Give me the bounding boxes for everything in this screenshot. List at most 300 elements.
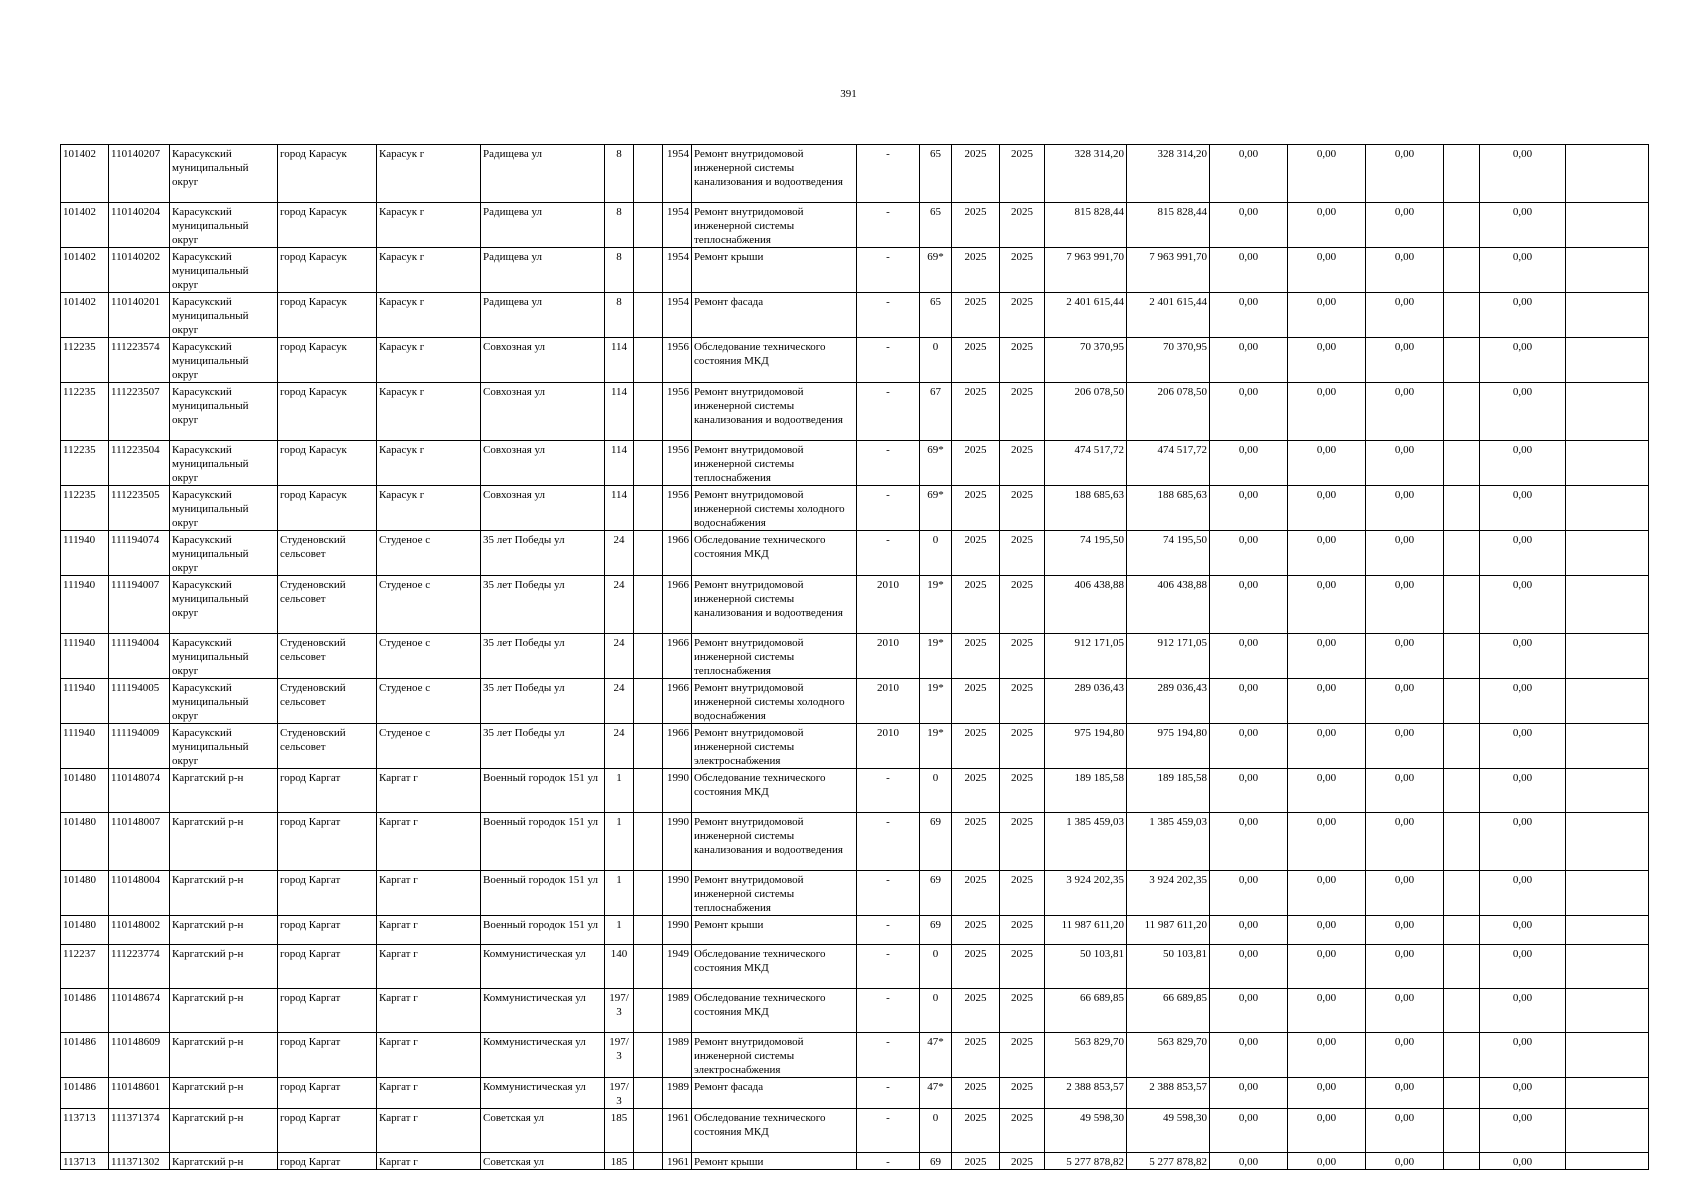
cell-house-number: 8 [605,293,634,338]
cell-plan-year-end: 2025 [1000,945,1045,989]
cell-plan-year-start: 2025 [952,813,1000,871]
cell-locality: Каргат г [377,945,481,989]
cell-house-letter [634,576,663,634]
cell-street: Коммунистическая ул [481,1033,605,1078]
cell-cost-col-22 [1566,248,1649,293]
cell-plan-year-end: 2025 [1000,338,1045,383]
cell-work-id: 111223574 [109,338,170,383]
cell-cost-col-18: 0,00 [1288,724,1366,769]
cell-locality: Каргат г [377,871,481,916]
cell-object-id: 101480 [61,769,109,813]
cell-total-cost: 2 401 615,44 [1045,293,1127,338]
cell-plan-year-end: 2025 [1000,989,1045,1033]
cell-house-number: 1 [605,769,634,813]
cell-work-type: Ремонт внутридомовой инженерной системы канализования и водоотведения [692,813,857,871]
cell-cost-col-22 [1566,871,1649,916]
cell-year-built: 1990 [663,769,692,813]
cell-total-cost: 70 370,95 [1045,338,1127,383]
cell-cost-col-21: 0,00 [1480,724,1566,769]
cell-fund-cost: 2 388 853,57 [1127,1078,1210,1109]
cell-municipality: Карасукский муниципальный округ [170,576,278,634]
table-row [61,293,1649,338]
cell-last-repair-year: - [857,1033,920,1078]
cell-locality: Карасук г [377,441,481,486]
cell-total-cost: 2 388 853,57 [1045,1078,1127,1109]
cell-plan-year-start: 2025 [952,945,1000,989]
cell-plan-year-end: 2025 [1000,813,1045,871]
cell-house-number: 114 [605,383,634,441]
cell-street: Совхозная ул [481,383,605,441]
cell-plan-year-start: 2025 [952,203,1000,248]
cell-settlement: город Каргат [278,1153,377,1170]
cell-locality: Каргат г [377,769,481,813]
cell-cost-col-19: 0,00 [1366,338,1444,383]
cell-wear-percent: 19* [920,576,952,634]
cell-fund-cost: 70 370,95 [1127,338,1210,383]
cell-street: Коммунистическая ул [481,945,605,989]
cell-settlement: город Карасук [278,293,377,338]
cell-cost-col-19: 0,00 [1366,679,1444,724]
cell-cost-col-19: 0,00 [1366,441,1444,486]
cell-cost-col-21: 0,00 [1480,383,1566,441]
cell-locality: Каргат г [377,813,481,871]
cell-total-cost: 815 828,44 [1045,203,1127,248]
cell-work-id: 111223774 [109,945,170,989]
cell-fund-cost: 50 103,81 [1127,945,1210,989]
cell-locality: Карасук г [377,338,481,383]
cell-cost-col-20 [1444,486,1480,531]
cell-cost-col-17: 0,00 [1210,1153,1288,1170]
cell-municipality: Карасукский муниципальный округ [170,679,278,724]
cell-total-cost: 3 924 202,35 [1045,871,1127,916]
cell-plan-year-end: 2025 [1000,1033,1045,1078]
cell-fund-cost: 3 924 202,35 [1127,871,1210,916]
cell-house-letter [634,1109,663,1153]
cell-plan-year-start: 2025 [952,486,1000,531]
cell-settlement: город Каргат [278,813,377,871]
cell-work-id: 110148004 [109,871,170,916]
cell-last-repair-year: - [857,769,920,813]
cell-fund-cost: 49 598,30 [1127,1109,1210,1153]
table-row [61,813,1649,871]
cell-last-repair-year: - [857,293,920,338]
table-row [61,989,1649,1033]
cell-house-number: 197/3 [605,1078,634,1109]
cell-year-built: 1954 [663,293,692,338]
cell-last-repair-year: - [857,945,920,989]
cell-object-id: 101480 [61,871,109,916]
cell-year-built: 1990 [663,871,692,916]
cell-cost-col-17: 0,00 [1210,813,1288,871]
cell-cost-col-22 [1566,203,1649,248]
cell-year-built: 1956 [663,486,692,531]
cell-year-built: 1956 [663,338,692,383]
cell-year-built: 1954 [663,203,692,248]
table-body [61,145,1649,1170]
cell-plan-year-end: 2025 [1000,203,1045,248]
cell-work-type: Обследование технического состояния МКД [692,338,857,383]
repair-plan-table [60,144,1649,1170]
cell-street: Совхозная ул [481,441,605,486]
cell-plan-year-end: 2025 [1000,486,1045,531]
cell-plan-year-end: 2025 [1000,916,1045,945]
cell-settlement: город Карасук [278,383,377,441]
table-row [61,945,1649,989]
cell-cost-col-17: 0,00 [1210,871,1288,916]
cell-locality: Каргат г [377,1153,481,1170]
table-row [61,916,1649,945]
cell-locality: Карасук г [377,293,481,338]
cell-cost-col-18: 0,00 [1288,1153,1366,1170]
cell-locality: Каргат г [377,916,481,945]
cell-house-number: 114 [605,486,634,531]
cell-last-repair-year: - [857,248,920,293]
cell-last-repair-year: - [857,486,920,531]
cell-cost-col-22 [1566,1078,1649,1109]
cell-cost-col-19: 0,00 [1366,486,1444,531]
cell-cost-col-20 [1444,531,1480,576]
cell-object-id: 101402 [61,145,109,203]
cell-total-cost: 328 314,20 [1045,145,1127,203]
cell-house-letter [634,1153,663,1170]
cell-municipality: Карасукский муниципальный округ [170,724,278,769]
cell-cost-col-22 [1566,1153,1649,1170]
cell-fund-cost: 815 828,44 [1127,203,1210,248]
cell-fund-cost: 189 185,58 [1127,769,1210,813]
cell-wear-percent: 69* [920,441,952,486]
cell-total-cost: 11 987 611,20 [1045,916,1127,945]
cell-house-number: 1 [605,916,634,945]
cell-municipality: Каргатский р-н [170,1153,278,1170]
cell-house-number: 8 [605,203,634,248]
cell-wear-percent: 69 [920,813,952,871]
cell-object-id: 101402 [61,203,109,248]
cell-street: Радищева ул [481,203,605,248]
table-row [61,871,1649,916]
cell-wear-percent: 0 [920,769,952,813]
cell-plan-year-start: 2025 [952,916,1000,945]
cell-year-built: 1966 [663,724,692,769]
cell-cost-col-22 [1566,679,1649,724]
cell-settlement: Студеновский сельсовет [278,576,377,634]
cell-settlement: город Карасук [278,203,377,248]
cell-locality: Каргат г [377,1033,481,1078]
cell-house-letter [634,338,663,383]
cell-locality: Карасук г [377,486,481,531]
cell-last-repair-year: - [857,916,920,945]
cell-house-letter [634,248,663,293]
cell-municipality: Каргатский р-н [170,1109,278,1153]
cell-cost-col-17: 0,00 [1210,724,1288,769]
cell-street: Радищева ул [481,145,605,203]
cell-cost-col-22 [1566,531,1649,576]
cell-cost-col-18: 0,00 [1288,945,1366,989]
cell-cost-col-21: 0,00 [1480,1033,1566,1078]
cell-settlement: Студеновский сельсовет [278,724,377,769]
cell-cost-col-17: 0,00 [1210,989,1288,1033]
cell-total-cost: 975 194,80 [1045,724,1127,769]
cell-work-type: Ремонт внутридомовой инженерной системы канализования и водоотведения [692,383,857,441]
cell-cost-col-20 [1444,293,1480,338]
cell-plan-year-end: 2025 [1000,293,1045,338]
cell-plan-year-end: 2025 [1000,1109,1045,1153]
cell-cost-col-20 [1444,871,1480,916]
cell-object-id: 111940 [61,679,109,724]
cell-cost-col-22 [1566,486,1649,531]
cell-wear-percent: 69 [920,871,952,916]
cell-wear-percent: 19* [920,679,952,724]
cell-object-id: 111940 [61,724,109,769]
cell-house-letter [634,1078,663,1109]
cell-work-id: 111223504 [109,441,170,486]
cell-settlement: город Карасук [278,248,377,293]
cell-total-cost: 5 277 878,82 [1045,1153,1127,1170]
cell-object-id: 111940 [61,531,109,576]
cell-work-id: 110140204 [109,203,170,248]
cell-house-letter [634,293,663,338]
cell-house-number: 1 [605,871,634,916]
cell-cost-col-18: 0,00 [1288,813,1366,871]
cell-municipality: Карасукский муниципальный округ [170,145,278,203]
cell-total-cost: 74 195,50 [1045,531,1127,576]
cell-house-letter [634,871,663,916]
cell-plan-year-end: 2025 [1000,769,1045,813]
cell-municipality: Карасукский муниципальный округ [170,634,278,679]
cell-cost-col-19: 0,00 [1366,1078,1444,1109]
cell-fund-cost: 975 194,80 [1127,724,1210,769]
cell-street: 35 лет Победы ул [481,531,605,576]
cell-fund-cost: 474 517,72 [1127,441,1210,486]
cell-municipality: Каргатский р-н [170,945,278,989]
cell-object-id: 101486 [61,989,109,1033]
cell-street: Военный городок 151 ул [481,769,605,813]
cell-object-id: 101480 [61,916,109,945]
cell-house-letter [634,945,663,989]
cell-cost-col-20 [1444,989,1480,1033]
cell-plan-year-start: 2025 [952,1153,1000,1170]
cell-municipality: Карасукский муниципальный округ [170,338,278,383]
cell-total-cost: 189 185,58 [1045,769,1127,813]
cell-cost-col-18: 0,00 [1288,441,1366,486]
cell-cost-col-20 [1444,248,1480,293]
cell-street: 35 лет Победы ул [481,679,605,724]
cell-wear-percent: 69* [920,486,952,531]
cell-work-type: Ремонт внутридомовой инженерной системы теплоснабжения [692,871,857,916]
cell-municipality: Карасукский муниципальный округ [170,531,278,576]
cell-plan-year-start: 2025 [952,724,1000,769]
cell-work-type: Обследование технического состояния МКД [692,531,857,576]
cell-year-built: 1989 [663,1033,692,1078]
cell-cost-col-20 [1444,576,1480,634]
cell-cost-col-17: 0,00 [1210,945,1288,989]
cell-cost-col-22 [1566,576,1649,634]
cell-cost-col-21: 0,00 [1480,531,1566,576]
cell-work-type: Ремонт внутридомовой инженерной системы канализования и водоотведения [692,145,857,203]
table-row [61,1078,1649,1109]
cell-municipality: Каргатский р-н [170,1033,278,1078]
cell-locality: Студеное с [377,576,481,634]
cell-work-id: 110148002 [109,916,170,945]
cell-fund-cost: 289 036,43 [1127,679,1210,724]
cell-settlement: город Каргат [278,1109,377,1153]
cell-cost-col-18: 0,00 [1288,634,1366,679]
cell-locality: Карасук г [377,203,481,248]
cell-house-number: 24 [605,679,634,724]
cell-house-letter [634,531,663,576]
cell-cost-col-19: 0,00 [1366,769,1444,813]
cell-municipality: Каргатский р-н [170,1078,278,1109]
cell-cost-col-20 [1444,916,1480,945]
cell-plan-year-end: 2025 [1000,634,1045,679]
cell-cost-col-18: 0,00 [1288,989,1366,1033]
cell-work-type: Ремонт внутридомовой инженерной системы теплоснабжения [692,203,857,248]
cell-work-id: 110148609 [109,1033,170,1078]
cell-house-letter [634,441,663,486]
cell-house-letter [634,813,663,871]
cell-cost-col-19: 0,00 [1366,871,1444,916]
cell-cost-col-21: 0,00 [1480,916,1566,945]
cell-work-type: Ремонт крыши [692,916,857,945]
cell-cost-col-21: 0,00 [1480,1109,1566,1153]
cell-year-built: 1989 [663,989,692,1033]
cell-work-type: Ремонт фасада [692,293,857,338]
cell-cost-col-20 [1444,338,1480,383]
cell-year-built: 1990 [663,916,692,945]
cell-work-id: 111371374 [109,1109,170,1153]
cell-house-letter [634,203,663,248]
cell-wear-percent: 0 [920,945,952,989]
cell-year-built: 1990 [663,813,692,871]
cell-settlement: Студеновский сельсовет [278,679,377,724]
cell-total-cost: 289 036,43 [1045,679,1127,724]
cell-year-built: 1966 [663,679,692,724]
cell-cost-col-22 [1566,634,1649,679]
cell-cost-col-19: 0,00 [1366,634,1444,679]
cell-object-id: 101480 [61,813,109,871]
cell-plan-year-start: 2025 [952,248,1000,293]
cell-work-type: Обследование технического состояния МКД [692,1109,857,1153]
cell-plan-year-end: 2025 [1000,724,1045,769]
table-row [61,679,1649,724]
cell-cost-col-21: 0,00 [1480,945,1566,989]
cell-cost-col-19: 0,00 [1366,945,1444,989]
cell-wear-percent: 0 [920,1109,952,1153]
cell-year-built: 1989 [663,1078,692,1109]
cell-house-letter [634,679,663,724]
cell-settlement: город Каргат [278,916,377,945]
cell-house-number: 24 [605,531,634,576]
cell-total-cost: 50 103,81 [1045,945,1127,989]
cell-wear-percent: 69 [920,916,952,945]
cell-work-id: 111194074 [109,531,170,576]
cell-house-number: 1 [605,813,634,871]
cell-cost-col-17: 0,00 [1210,145,1288,203]
cell-wear-percent: 65 [920,145,952,203]
cell-fund-cost: 66 689,85 [1127,989,1210,1033]
cell-plan-year-start: 2025 [952,871,1000,916]
cell-total-cost: 563 829,70 [1045,1033,1127,1078]
cell-work-type: Обследование технического состояния МКД [692,769,857,813]
cell-work-type: Ремонт внутридомовой инженерной системы холодного водоснабжения [692,486,857,531]
cell-year-built: 1956 [663,441,692,486]
page-number: 391 [840,88,857,100]
cell-locality: Каргат г [377,1078,481,1109]
cell-object-id: 112235 [61,486,109,531]
cell-cost-col-22 [1566,293,1649,338]
cell-wear-percent: 69 [920,1153,952,1170]
cell-cost-col-22 [1566,338,1649,383]
cell-cost-col-19: 0,00 [1366,813,1444,871]
cell-work-type: Ремонт внутридомовой инженерной системы теплоснабжения [692,634,857,679]
cell-plan-year-end: 2025 [1000,1153,1045,1170]
cell-house-letter [634,634,663,679]
cell-cost-col-18: 0,00 [1288,1109,1366,1153]
cell-total-cost: 7 963 991,70 [1045,248,1127,293]
table-row [61,531,1649,576]
cell-last-repair-year: - [857,989,920,1033]
cell-municipality: Карасукский муниципальный округ [170,486,278,531]
cell-cost-col-20 [1444,441,1480,486]
cell-cost-col-21: 0,00 [1480,871,1566,916]
cell-cost-col-20 [1444,679,1480,724]
cell-settlement: Студеновский сельсовет [278,531,377,576]
cell-wear-percent: 47* [920,1078,952,1109]
cell-street: Советская ул [481,1153,605,1170]
cell-house-letter [634,769,663,813]
cell-year-built: 1966 [663,531,692,576]
cell-total-cost: 406 438,88 [1045,576,1127,634]
cell-object-id: 112235 [61,383,109,441]
cell-cost-col-18: 0,00 [1288,338,1366,383]
table-row [61,203,1649,248]
cell-settlement: город Карасук [278,486,377,531]
cell-object-id: 112237 [61,945,109,989]
cell-plan-year-start: 2025 [952,679,1000,724]
cell-wear-percent: 67 [920,383,952,441]
cell-last-repair-year: - [857,871,920,916]
cell-cost-col-20 [1444,1078,1480,1109]
cell-cost-col-17: 0,00 [1210,531,1288,576]
cell-cost-col-18: 0,00 [1288,1078,1366,1109]
cell-house-number: 24 [605,634,634,679]
cell-plan-year-start: 2025 [952,1109,1000,1153]
cell-settlement: город Каргат [278,769,377,813]
table-row [61,145,1649,203]
cell-work-id: 111194005 [109,679,170,724]
cell-plan-year-start: 2025 [952,989,1000,1033]
cell-cost-col-22 [1566,813,1649,871]
cell-plan-year-end: 2025 [1000,1078,1045,1109]
cell-year-built: 1961 [663,1109,692,1153]
cell-street: Советская ул [481,1109,605,1153]
cell-fund-cost: 206 078,50 [1127,383,1210,441]
cell-year-built: 1966 [663,634,692,679]
cell-settlement: город Каргат [278,871,377,916]
cell-cost-col-18: 0,00 [1288,916,1366,945]
cell-work-type: Ремонт внутридомовой инженерной системы электроснабжения [692,1033,857,1078]
cell-work-id: 110140207 [109,145,170,203]
cell-street: Военный городок 151 ул [481,813,605,871]
cell-street: 35 лет Победы ул [481,724,605,769]
cell-cost-col-19: 0,00 [1366,1109,1444,1153]
cell-work-id: 110148674 [109,989,170,1033]
cell-locality: Студеное с [377,634,481,679]
cell-cost-col-19: 0,00 [1366,989,1444,1033]
cell-fund-cost: 406 438,88 [1127,576,1210,634]
table-row [61,634,1649,679]
cell-work-type: Ремонт внутридомовой инженерной системы холодного водоснабжения [692,679,857,724]
cell-house-number: 185 [605,1109,634,1153]
